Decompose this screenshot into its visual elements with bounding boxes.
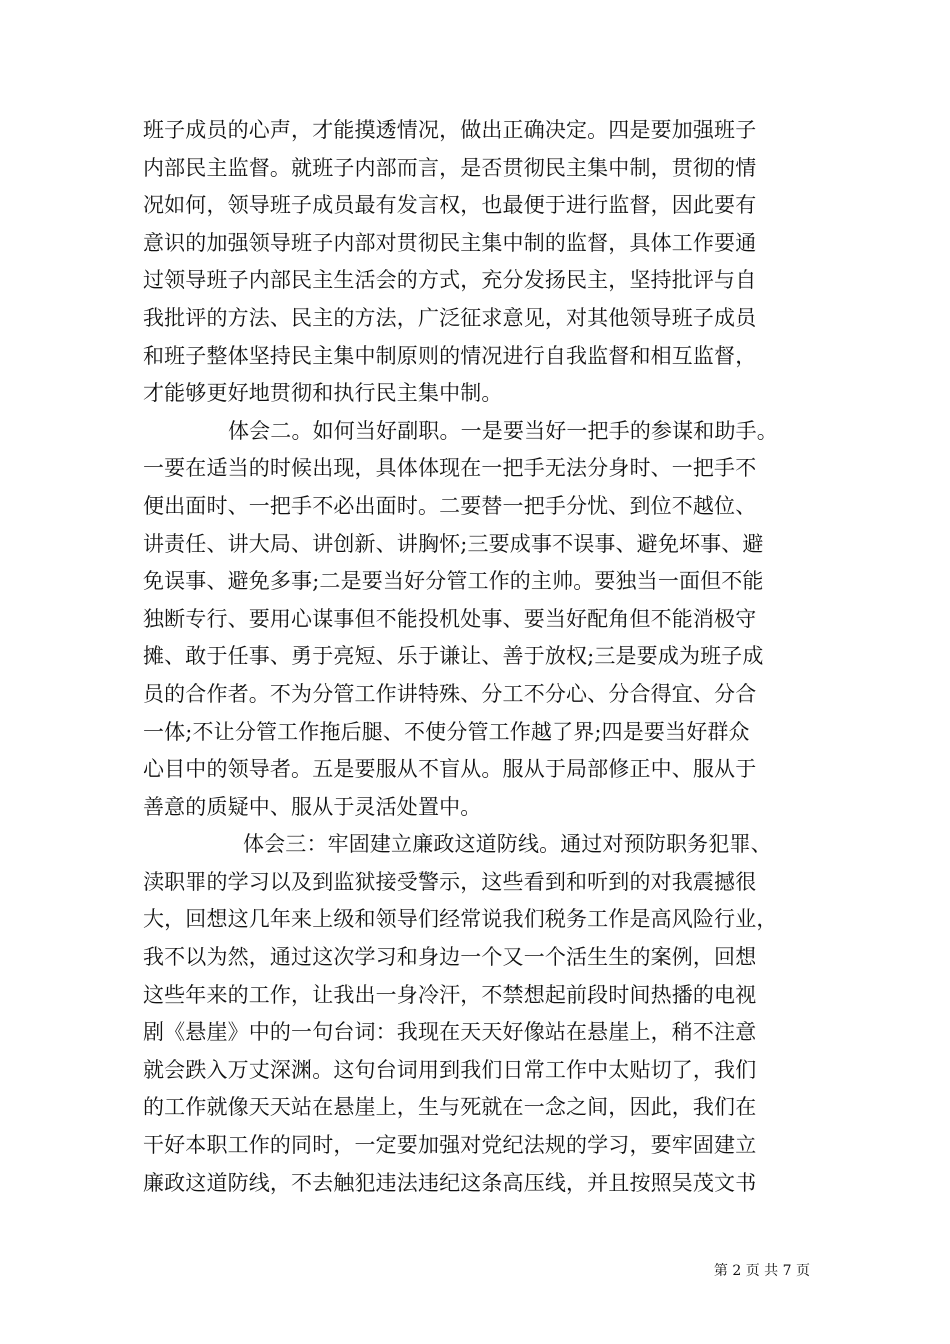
text-line: 廉政这道防线，不去触犯违法违纪这条高压线，并且按照吴茂文书: [143, 1170, 757, 1195]
text-line: 意识的加强领导班子内部对贯彻民主集中制的监督，具体工作要通: [143, 230, 757, 255]
paragraph-start-line: 体会二。如何当好副职。一是要当好一把手的参谋和助手。: [228, 418, 778, 443]
text-line: 心目中的领导者。五是要服从不盲从。服从于局部修正中、服从于: [143, 757, 757, 782]
text-line: 我不以为然，通过这次学习和身边一个又一个活生生的案例，回想: [143, 945, 757, 970]
text-line: 员的合作者。不为分管工作讲特殊、分工不分心、分合得宜、分合: [143, 681, 757, 706]
text-line: 内部民主监督。就班子内部而言，是否贯彻民主集中制，贯彻的情: [143, 155, 757, 180]
page-number-footer: 第 2 页 共 7 页: [713, 1263, 810, 1279]
text-line: 渎职罪的学习以及到监狱接受警示，这些看到和听到的对我震撼很: [143, 869, 757, 894]
paragraph-start-line: 体会三：牢固建立廉政这道防线。通过对预防职务犯罪、: [243, 832, 772, 857]
text-line: 一要在适当的时候出现，具体体现在一把手无法分身时、一把手不: [143, 456, 757, 481]
document-body: [143, 112, 810, 1202]
text-line: 大，回想这几年来上级和领导们经常说我们税务工作是高风险行业，: [143, 907, 778, 932]
text-line: 就会跌入万丈深渊。这句台词用到我们日常工作中太贴切了，我们: [143, 1057, 757, 1082]
text-line: 独断专行、要用心谋事但不能投机处事、要当好配角但不能消极守: [143, 606, 757, 631]
text-line: 摊、敢于任事、勇于亮短、乐于谦让、善于放权;三是要成为班子成: [143, 644, 764, 669]
text-line: 我批评的方法、民主的方法，广泛征求意见，对其他领导班子成员: [143, 305, 757, 330]
text-line: 善意的质疑中、服从于灵活处置中。: [143, 794, 482, 819]
text-line: 干好本职工作的同时，一定要加强对党纪法规的学习，要牢固建立: [143, 1133, 757, 1158]
text-line: 便出面时、一把手不必出面时。二要替一把手分忧、到位不越位、: [143, 493, 757, 518]
text-line: 过领导班子内部民主生活会的方式，充分发扬民主，坚持批评与自: [143, 268, 757, 293]
text-line: 的工作就像天天站在悬崖上，生与死就在一念之间，因此，我们在: [143, 1095, 757, 1120]
text-line: 和班子整体坚持民主集中制原则的情况进行自我监督和相互监督，: [143, 343, 757, 368]
text-line: 况如何，领导班子成员最有发言权，也最便于进行监督，因此要有: [143, 193, 757, 218]
text-line: 免误事、避免多事;二是要当好分管工作的主帅。要独当一面但不能: [143, 569, 764, 594]
text-line: 才能够更好地贯彻和执行民主集中制。: [143, 381, 503, 406]
text-line: 一体;不让分管工作拖后腿、不使分管工作越了界;四是要当好群众: [143, 719, 750, 744]
text-line: 讲责任、讲大局、讲创新、讲胸怀;三要成事不误事、避免坏事、避: [143, 531, 764, 556]
text-line: 这些年来的工作，让我出一身冷汗，不禁想起前段时间热播的电视: [143, 982, 757, 1007]
text-line: 班子成员的心声，才能摸透情况，做出正确决定。四是要加强班子: [143, 118, 757, 142]
text-line: 剧《悬崖》中的一句台词：我现在天天好像站在悬崖上，稍不注意: [143, 1020, 757, 1045]
